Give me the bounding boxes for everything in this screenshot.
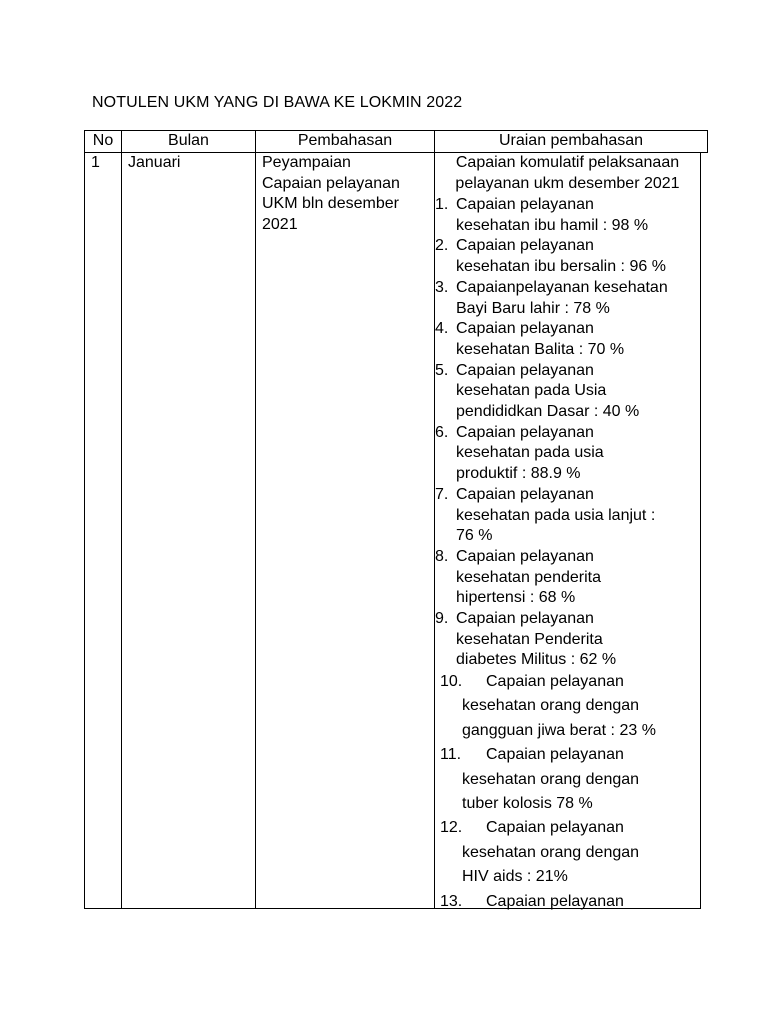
header-uraian: Uraian pembahasan [498, 132, 644, 149]
list-item: 12. Capaian pelayanan kesehatan orang dengan HIV aids : 21% [440, 819, 640, 886]
document-title: NOTULEN UKM YANG DI BAWA KE LOKMIN 2022 [92, 94, 463, 111]
header-bulan: Bulan [168, 132, 209, 149]
list-item: 6. Capaian pelayanan kesehatan pada usia produktif : 88.9 % [435, 423, 604, 483]
notulen-table [84, 130, 708, 910]
header-border-right [707, 130, 708, 153]
uraian-list-continued [440, 670, 705, 914]
list-item: 13. Capaian pelayanan [440, 892, 624, 910]
header-no: No [92, 132, 114, 149]
header-pembahasan: Pembahasan [297, 132, 393, 149]
list-item: 2. Capaian pelayanan kesehatan ibu bersalin : 96 % [435, 237, 666, 276]
table-border-left [84, 130, 85, 909]
list-item: 7. Capaian pelayanan kesehatan pada usia lanjut : 76 % [435, 485, 656, 545]
column-divider-no [121, 130, 122, 909]
list-item: 9. Capaian pelayanan kesehatan Penderita diabetes Militus : 62 % [435, 610, 617, 669]
list-item: 5. Capaian pelayanan kesehatan pada Usia pendididkan Dasar : 40 % [435, 361, 640, 421]
row-no: 1 [91, 154, 100, 171]
row-bulan: Januari [128, 154, 181, 171]
uraian-intro: Capaian komulatif pelaksanaan pelayanan ukm desember 2021 [455, 154, 680, 192]
list-item: 10. Capaian pelayanan kesehatan orang dengan gangguan jiwa berat : 23 % [440, 673, 656, 739]
column-divider-bulan [255, 130, 256, 909]
list-item: 3. Capaianpelayanan kesehatan Bayi Baru lahir : 78 % [435, 278, 668, 317]
list-item: 11. Capaian pelayanan kesehatan orang dengan tuber kolosis 78 % [440, 746, 640, 813]
row-pembahasan: Peyampaian Capaian pelayanan UKM bln desember 2021 [262, 154, 400, 234]
list-item: 8. Capaian pelayanan kesehatan penderita hipertensi : 68 % [435, 547, 601, 607]
uraian-list [435, 195, 700, 671]
list-item: 1. Capaian pelayanan kesehatan ibu hamil : 98 % [435, 196, 649, 234]
list-item: 4. Capaian pelayanan kesehatan Balita : 70 % [435, 320, 625, 358]
